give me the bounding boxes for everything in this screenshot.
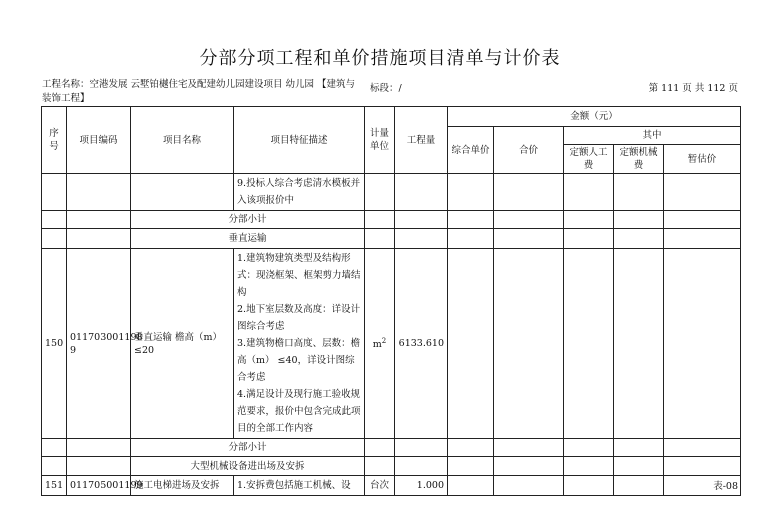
col-labor: 定额人工费 — [564, 145, 614, 174]
section-header: 大型机械设备进出场及安拆 — [131, 457, 365, 476]
col-unit: 计量单位 — [365, 107, 395, 174]
project-name: 工程名称：空港发展 云墅铂樾住宅及配建幼儿园建设项目 幼儿园 【建筑与装饰工程】 — [42, 79, 356, 104]
item-name: 垂直运输 檐高（m） ≤20 — [131, 249, 234, 439]
section-label: 标段：/ — [370, 83, 402, 94]
item-name: 施工电梯进场及安拆 — [131, 476, 234, 496]
col-machine: 定额机械费 — [614, 145, 664, 174]
col-desc: 项目特征描述 — [234, 107, 365, 174]
item-desc: 9.投标人综合考虑清水模板并入该项报价中 — [234, 174, 365, 211]
page-title: 分部分项工程和单价措施项目清单与计价表 — [199, 48, 561, 69]
col-code: 项目编码 — [67, 107, 131, 174]
col-seq: 序号 — [42, 107, 67, 174]
subtotal-label: 分部小计 — [131, 439, 365, 457]
subtotal-label: 分部小计 — [131, 211, 365, 229]
col-qty: 工程量 — [395, 107, 448, 174]
item-desc: 1.安拆费包括施工机械、设 — [234, 476, 365, 496]
col-provisional: 暂估价 — [664, 145, 741, 174]
col-of-which: 其中 — [564, 127, 741, 145]
page-number: 第 111 页 共 112 页 — [648, 83, 738, 94]
item-seq: 150 — [42, 249, 67, 439]
table-row — [42, 476, 741, 496]
table-row — [42, 211, 741, 229]
item-unit: 台次 — [365, 476, 395, 496]
form-number: 表-08 — [713, 481, 738, 492]
col-amount: 金额（元） — [448, 107, 741, 127]
section-header: 垂直运输 — [131, 229, 365, 249]
table-row — [42, 174, 741, 211]
col-name: 项目名称 — [131, 107, 234, 174]
header-row-1 — [42, 107, 741, 127]
table-row — [42, 439, 741, 457]
item-qty: 1.000 — [395, 476, 448, 496]
col-total: 合价 — [494, 127, 564, 174]
item-qty: 6133.610 — [395, 249, 448, 439]
item-unit: $m^2$ — [365, 249, 395, 439]
item-code: 011703001198 9 — [67, 249, 131, 439]
item-seq: 151 — [42, 476, 67, 496]
table-row — [42, 457, 741, 476]
item-desc: 1.建筑物建筑类型及结构形式：现浇框架、框架剪力墙结构 2.地下室层数及高度：详设计图综合考虑 3.建筑物檐口高度、层数：檐高（m） ≤40，详设计图综合考虑 4.满足设计及现行施工验收规范要求，报价中包含完成此项目的全部工作内容 — [234, 249, 365, 439]
table-row — [42, 249, 741, 439]
item-code: 011705001199 — [67, 476, 131, 496]
bill-of-quantities-table — [41, 106, 741, 496]
table-row — [42, 229, 741, 249]
col-unit-price: 综合单价 — [448, 127, 494, 174]
